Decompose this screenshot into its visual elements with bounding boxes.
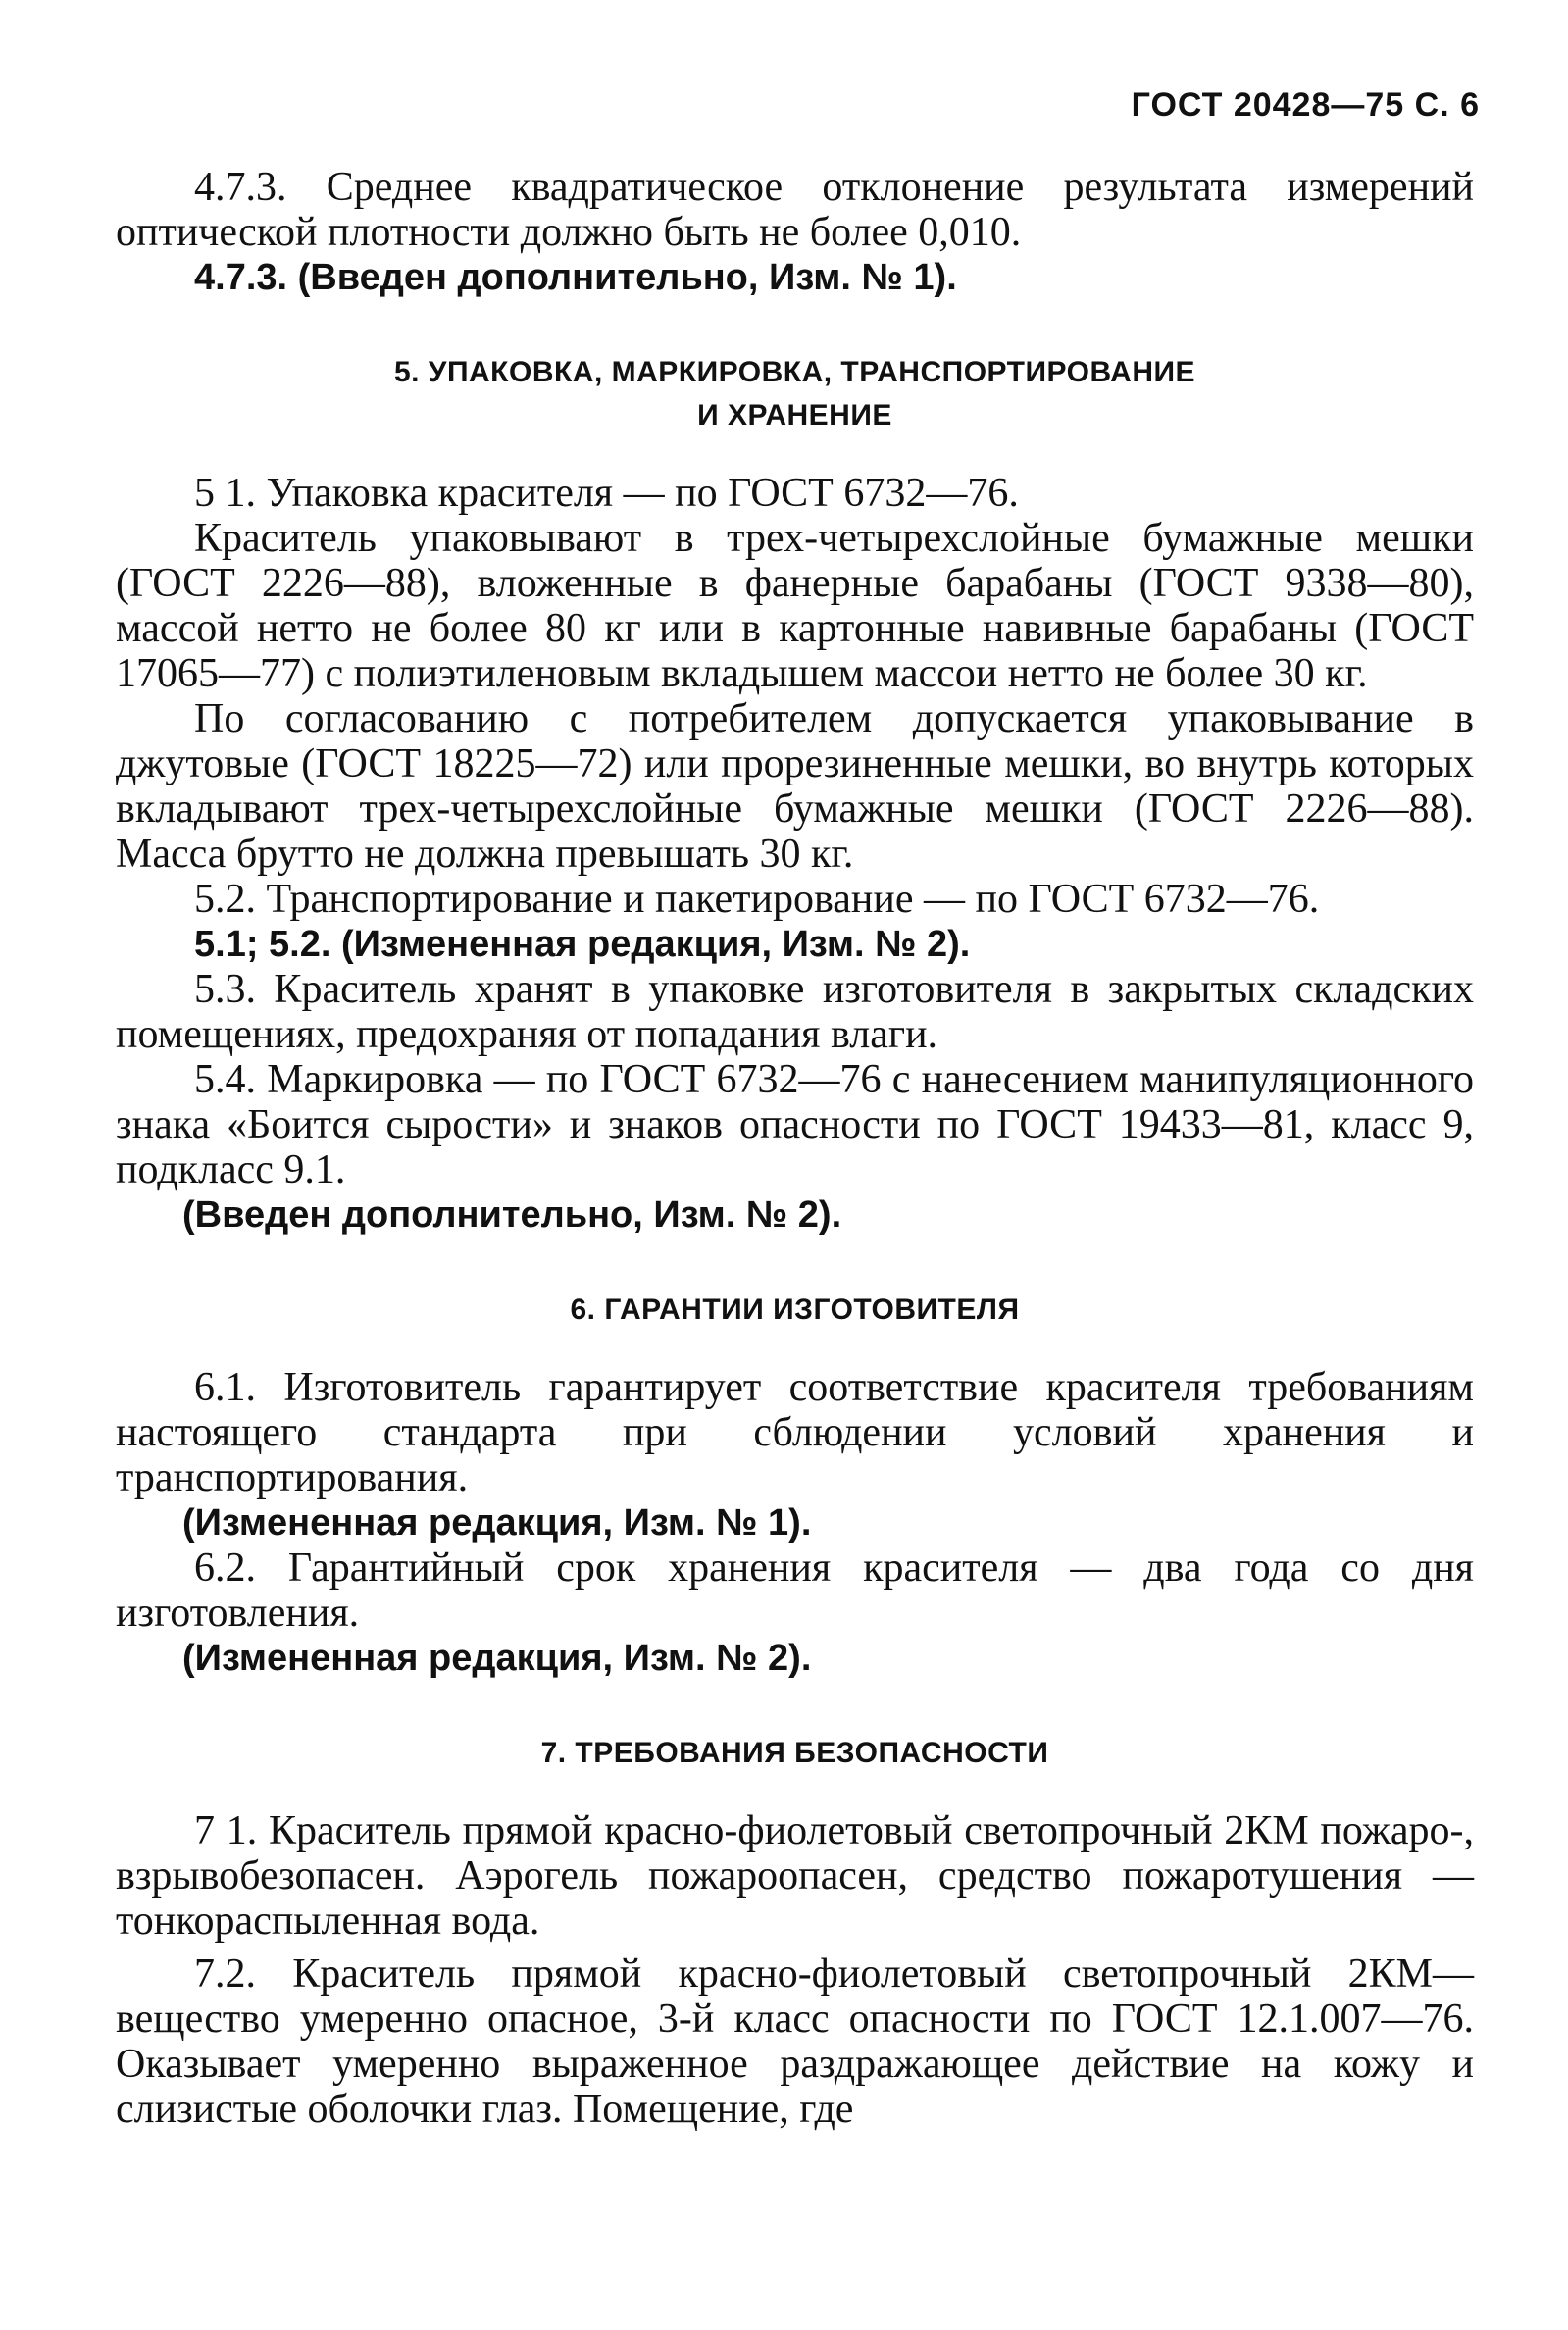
section-5-title-line1: 5. УПАКОВКА, МАРКИРОВКА, ТРАНСПОРТИРОВАНИЕ — [393, 356, 1196, 388]
amendment-note: (Введен дополнительно, Изм. № 2). — [182, 1194, 842, 1236]
clause-7-2: 7.2. Краситель прямой красно-фиолетовый светопрочный 2КМ— вещество умеренно опасное, 3-й класс опасности по ГОСТ 12.1.007—76. Оказывает умеренно выраженное раздражающее действие на кожу и слизистые оболочки глаз. Помещение, где — [116, 1951, 1474, 2132]
clause-5-4: 5.4. Маркировка — по ГОСТ 6732—76 с нанесением манипуляционного знака «Боится сырости» и знаков опасности по ГОСТ 19433—81, класс 9, подкласс 9.1. — [116, 1057, 1474, 1192]
amendment-note: (Измененная редакция, Изм. № 2). — [182, 1638, 812, 1679]
section-7-title: 7. ТРЕБОВАНИЯ БЕЗОПАСНОСТИ — [540, 1737, 1049, 1769]
amendment-note: 4.7.3. (Введен дополнительно, Изм. № 1). — [194, 257, 957, 298]
clause-6-2: 6.2. Гарантийный срок хранения красителя — два года со дня изготовления. — [116, 1545, 1474, 1636]
clause-4-7-3: 4.7.3. Среднее квадратическое отклонение результата измерений оптической плотности должно быть не более 0,010. — [116, 165, 1474, 255]
document-body — [116, 165, 1474, 2132]
clause-7-1: 7 1. Краситель прямой красно-фиолетовый светопрочный 2КМ пожаро-, взрывобезопасен. Аэрогель пожароопасен, средство пожаротушения — тонкораспыленная вода. — [116, 1808, 1474, 1944]
clause-6-1: 6.1. Изготовитель гарантирует соответствие красителя требованиям настоящего стандарта при сблюдении условий хранения и транспортирования. — [116, 1365, 1474, 1500]
clause-5-2: 5.2. Транспортирование и пакетирование — по ГОСТ 6732—76. — [194, 877, 1320, 922]
section-5-title-line2: И ХРАНЕНИЕ — [697, 399, 892, 431]
paragraph: Краситель упаковывают в трех-четырехслойные бумажные мешки (ГОСТ 2226—88), вложенные в фанерные барабаны (ГОСТ 9338—80), массой нетто не более 80 кг или в картонные навивные барабаны (ГОСТ 17065—77) с полиэтиленовым вкладышем массои нетто не более 30 кг. — [116, 516, 1474, 696]
page-header: ГОСТ 20428—75 С. 6 — [1131, 86, 1480, 124]
paragraph: По согласованию с потребителем допускается упаковывание в джутовые (ГОСТ 18225—72) или прорезиненные мешки, во внутрь которых вкладывают трех-четырехслойные бумажные мешки (ГОСТ 2226—88). Масса брутто не должна превышать 30 кг. — [116, 696, 1474, 877]
clause-5-1: 5 1. Упаковка красителя — по ГОСТ 6732—76. — [194, 471, 1019, 516]
amendment-note: 5.1; 5.2. (Измененная редакция, Изм. № 2). — [194, 924, 971, 965]
clause-5-3: 5.3. Краситель хранят в упаковке изготовителя в закрытых складских помещениях, предохраняя от попадания влаги. — [116, 967, 1474, 1057]
amendment-note: (Измененная редакция, Изм. № 1). — [182, 1502, 812, 1544]
section-6-title: 6. ГАРАНТИИ ИЗГОТОВИТЕЛЯ — [570, 1293, 1020, 1326]
